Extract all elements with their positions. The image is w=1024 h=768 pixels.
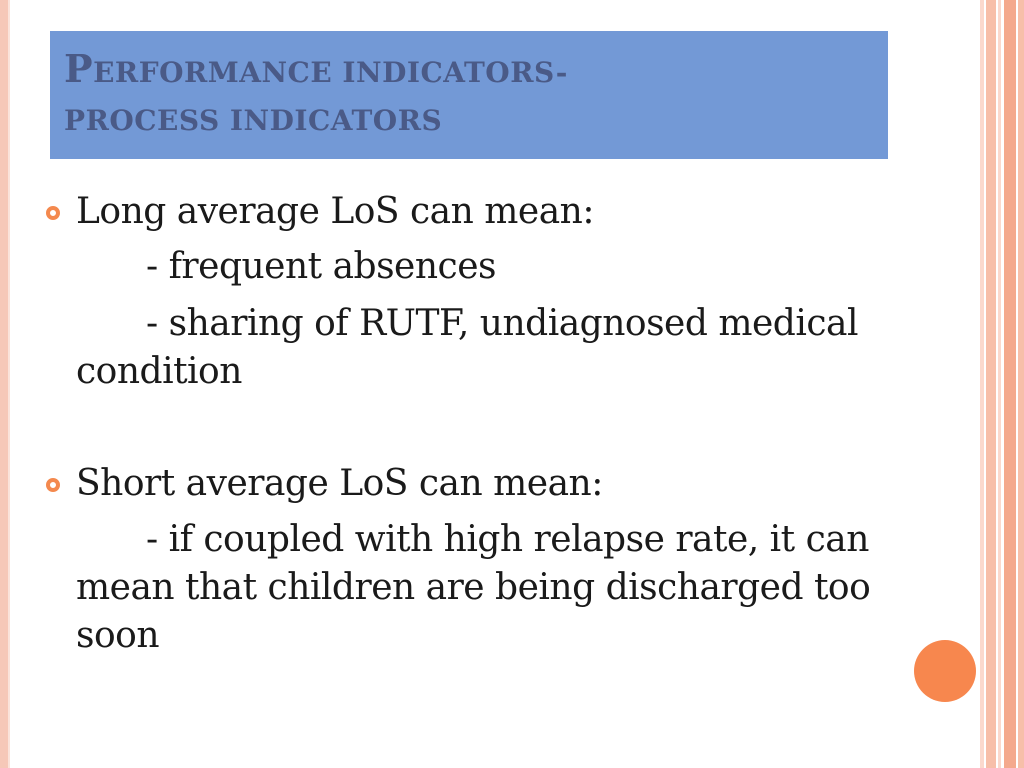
bullet-circle-icon (46, 206, 60, 220)
bullet-text: Short average LoS can mean: (76, 463, 603, 504)
sub-bullet-text: - if coupled with high relapse rate, it can (146, 519, 869, 560)
continuation-text: mean that children are being discharged too (76, 567, 871, 608)
sub-bullet-text: - frequent absences (146, 246, 496, 287)
continuation-text: condition (76, 351, 242, 392)
sub-bullet-text: - sharing of RUTF, undiagnosed medical (146, 303, 858, 344)
slide-title-line-2: PROCESS INDICATORS (64, 104, 443, 137)
slide-title-line-1: PERFORMANCE INDICATORS- (64, 46, 568, 91)
bullet-circle-icon (46, 478, 60, 492)
bullet-text: Long average LoS can mean: (76, 191, 594, 232)
decorative-orange-circle (914, 640, 976, 702)
continuation-text: soon (76, 615, 160, 656)
